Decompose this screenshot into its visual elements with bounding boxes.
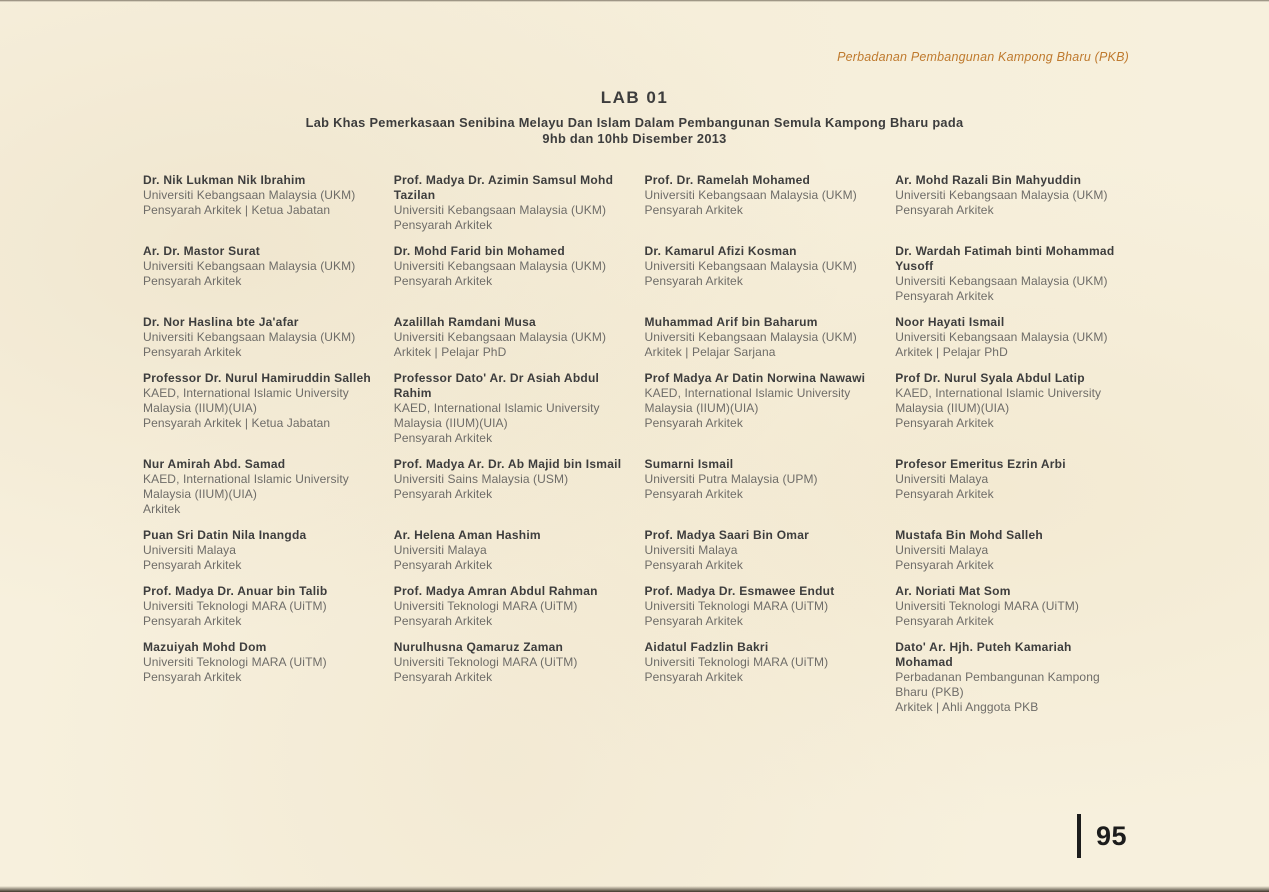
participant-entry [895,315,1129,360]
participant-name: Azalillah Ramdani Musa [393,315,536,329]
participant-detail: Universiti Malaya [393,543,487,557]
participant-name: Dr. Wardah Fatimah binti Mohammad Yusoff [895,244,1115,273]
participant-detail: Universiti Kebangsaan Malaysia (UKM) [393,330,607,344]
participant-detail: Pensyarah Arkitek [393,431,493,445]
participant-detail: Pensyarah Arkitek [895,558,994,572]
participant-detail: Pensyarah Arkitek [393,614,493,628]
participant-entry [895,457,1129,502]
participant-entry [645,371,879,431]
participant-entry [143,640,377,685]
page-title: LAB 01 [600,88,669,107]
participant-entry [895,173,1129,218]
participant-name: Prof. Madya Amran Abdul Rahman [393,584,598,598]
participant-name: Prof. Dr. Ramelah Mohamed [644,173,811,187]
participant-detail: Perbadanan Pembangunan Kampong Bharu (PKB) [895,670,1100,699]
participant-entry [895,640,1129,715]
participant-entry [143,244,377,289]
participant-entry [645,244,879,289]
participant-name: Dato' Ar. Hjh. Puteh Kamariah Mohamad [895,640,1072,669]
participant-name: Mustafa Bin Mohd Salleh [895,528,1044,542]
page-number: 95 [1095,820,1127,851]
participant-detail: Pensyarah Arkitek [895,614,994,628]
participant-entry [394,371,628,446]
participant-detail: Universiti Teknologi MARA (UiTM) [143,655,327,669]
participant-detail: Universiti Kebangsaan Malaysia (UKM) [895,330,1108,344]
page-top-edge [0,0,1269,2]
title-block [0,88,1269,147]
participant-detail: Universiti Teknologi MARA (UiTM) [644,599,829,613]
participant-name: Nurulhusna Qamaruz Zaman [393,640,564,654]
participant-detail: KAED, International Islamic University Malaysia (IIUM)(UIA) [644,386,851,415]
page-subtitle-line1: Lab Khas Pemerkasaan Senibina Melayu Dan Islam Dalam Pembangunan Semula Kampong Bharu pada [305,115,964,130]
participant-name: Professor Dato' Ar. Dr Asiah Abdul Rahim [393,371,600,400]
page-bottom-edge [0,886,1269,892]
participant-entry [895,584,1129,629]
participant-detail: Universiti Putra Malaysia (UPM) [644,472,818,486]
page-number-bar [1077,814,1081,858]
participant-detail: Universiti Kebangsaan Malaysia (UKM) [143,259,356,273]
participant-entry [394,244,628,289]
participant-detail: Pensyarah Arkitek [143,345,242,359]
participant-name: Dr. Nor Haslina bte Ja'afar [143,315,299,329]
participant-entry [895,371,1129,431]
participant-entry [143,371,377,431]
page-number-block [1077,814,1127,858]
participant-detail: Arkitek [143,502,181,516]
participant-name: Prof. Madya Ar. Dr. Ab Majid bin Ismail [393,457,622,471]
participant-detail: Pensyarah Arkitek [895,289,994,303]
participant-entry [143,528,377,573]
participant-detail: Universiti Teknologi MARA (UiTM) [393,655,578,669]
participant-detail: Universiti Kebangsaan Malaysia (UKM) [895,274,1108,288]
participant-name: Prof Dr. Nurul Syala Abdul Latip [895,371,1085,385]
participant-name: Prof. Madya Saari Bin Omar [644,528,810,542]
participant-entry [645,584,879,629]
participant-name: Profesor Emeritus Ezrin Arbi [895,457,1066,471]
participants-grid [143,173,1129,715]
participant-name: Muhammad Arif bin Baharum [644,315,818,329]
participant-entry [394,528,628,573]
participant-detail: Pensyarah Arkitek [393,487,493,501]
participant-detail: Universiti Kebangsaan Malaysia (UKM) [143,188,356,202]
participant-detail: Universiti Kebangsaan Malaysia (UKM) [895,188,1108,202]
participant-name: Dr. Kamarul Afizi Kosman [644,244,797,258]
participant-detail: Universiti Kebangsaan Malaysia (UKM) [644,330,857,344]
participant-name: Prof Madya Ar Datin Norwina Nawawi [644,371,866,385]
participant-entry [645,457,879,502]
participant-detail: Pensyarah Arkitek [393,218,493,232]
participant-detail: Pensyarah Arkitek [644,487,743,501]
participant-name: Professor Dr. Nurul Hamiruddin Salleh [143,371,371,385]
participant-detail: Universiti Kebangsaan Malaysia (UKM) [393,203,607,217]
participant-name: Ar. Mohd Razali Bin Mahyuddin [895,173,1082,187]
participant-detail: Universiti Malaya [895,543,989,557]
participant-name: Puan Sri Datin Nila Inangda [143,528,307,542]
participant-name: Ar. Noriati Mat Som [895,584,1011,598]
participant-entry [143,173,377,218]
participant-detail: Pensyarah Arkitek [143,614,242,628]
participant-detail: Universiti Kebangsaan Malaysia (UKM) [393,259,607,273]
participant-entry [645,173,879,218]
participant-detail: KAED, International Islamic University Malaysia (IIUM)(UIA) [393,401,600,430]
participant-detail: KAED, International Islamic University Malaysia (IIUM)(UIA) [895,386,1102,415]
participant-detail: KAED, International Islamic University Malaysia (IIUM)(UIA) [143,386,349,415]
participant-name: Ar. Helena Aman Hashim [393,528,541,542]
participant-entry [394,315,628,360]
participant-name: Aidatul Fadzlin Bakri [644,640,769,654]
participant-detail: Universiti Teknologi MARA (UiTM) [895,599,1079,613]
participant-detail: Pensyarah Arkitek [895,487,994,501]
participant-name: Sumarni Ismail [644,457,734,471]
participant-entry [645,528,879,573]
participant-name: Prof. Madya Dr. Azimin Samsul Mohd Tazilan [393,173,614,202]
participant-detail: Pensyarah Arkitek [143,274,242,288]
participant-entry [645,640,879,685]
participant-detail: Universiti Teknologi MARA (UiTM) [393,599,578,613]
participant-detail: Pensyarah Arkitek [644,203,743,217]
participant-entry [143,457,377,517]
participant-detail: Universiti Teknologi MARA (UiTM) [143,599,327,613]
participant-detail: Pensyarah Arkitek [644,558,743,572]
participant-detail: Pensyarah Arkitek [393,670,493,684]
document-header-organization: Perbadanan Pembangunan Kampong Bharu (PKB) [837,50,1129,64]
participant-entry [394,457,628,502]
participant-detail: Universiti Teknologi MARA (UiTM) [644,655,829,669]
participant-detail: Pensyarah Arkitek [895,203,994,217]
participant-entry [143,315,377,360]
page-subtitle-line2: 9hb dan 10hb Disember 2013 [542,131,727,146]
participant-detail: Pensyarah Arkitek [143,558,242,572]
participant-detail: Arkitek | Ahli Anggota PKB [895,700,1039,714]
participant-detail: Pensyarah Arkitek [895,416,994,430]
participant-detail: KAED, International Islamic University Malaysia (IIUM)(UIA) [143,472,349,501]
participant-entry [394,173,628,233]
participant-detail: Universiti Malaya [143,543,237,557]
participant-entry [645,315,879,360]
participant-detail: Pensyarah Arkitek [644,416,743,430]
participant-name: Prof. Madya Dr. Anuar bin Talib [143,584,328,598]
participant-name: Dr. Mohd Farid bin Mohamed [393,244,565,258]
participant-name: Dr. Nik Lukman Nik Ibrahim [143,173,306,187]
participant-name: Prof. Madya Dr. Esmawee Endut [644,584,835,598]
participant-name: Mazuiyah Mohd Dom [143,640,267,654]
participant-entry [143,584,377,629]
participant-entry [895,244,1129,304]
participant-detail: Universiti Sains Malaysia (USM) [393,472,569,486]
participant-detail: Universiti Kebangsaan Malaysia (UKM) [143,330,356,344]
participant-detail: Universiti Malaya [644,543,738,557]
participant-detail: Pensyarah Arkitek [393,558,493,572]
participant-name: Noor Hayati Ismail [895,315,1005,329]
participant-detail: Universiti Malaya [895,472,989,486]
participant-name: Nur Amirah Abd. Samad [143,457,286,471]
participant-detail: Pensyarah Arkitek | Ketua Jabatan [143,416,331,430]
participant-detail: Arkitek | Pelajar PhD [393,345,507,359]
participant-detail: Arkitek | Pelajar Sarjana [644,345,776,359]
participant-detail: Pensyarah Arkitek | Ketua Jabatan [143,203,331,217]
participant-detail: Pensyarah Arkitek [393,274,493,288]
participant-detail: Universiti Kebangsaan Malaysia (UKM) [644,259,857,273]
participant-entry [394,584,628,629]
participant-detail: Universiti Kebangsaan Malaysia (UKM) [644,188,857,202]
participant-entry [394,640,628,685]
participant-name: Ar. Dr. Mastor Surat [143,244,261,258]
participant-detail: Pensyarah Arkitek [644,274,743,288]
participant-entry [895,528,1129,573]
participant-detail: Pensyarah Arkitek [644,670,743,684]
participant-detail: Pensyarah Arkitek [143,670,242,684]
participant-detail: Pensyarah Arkitek [644,614,743,628]
participant-detail: Arkitek | Pelajar PhD [895,345,1008,359]
